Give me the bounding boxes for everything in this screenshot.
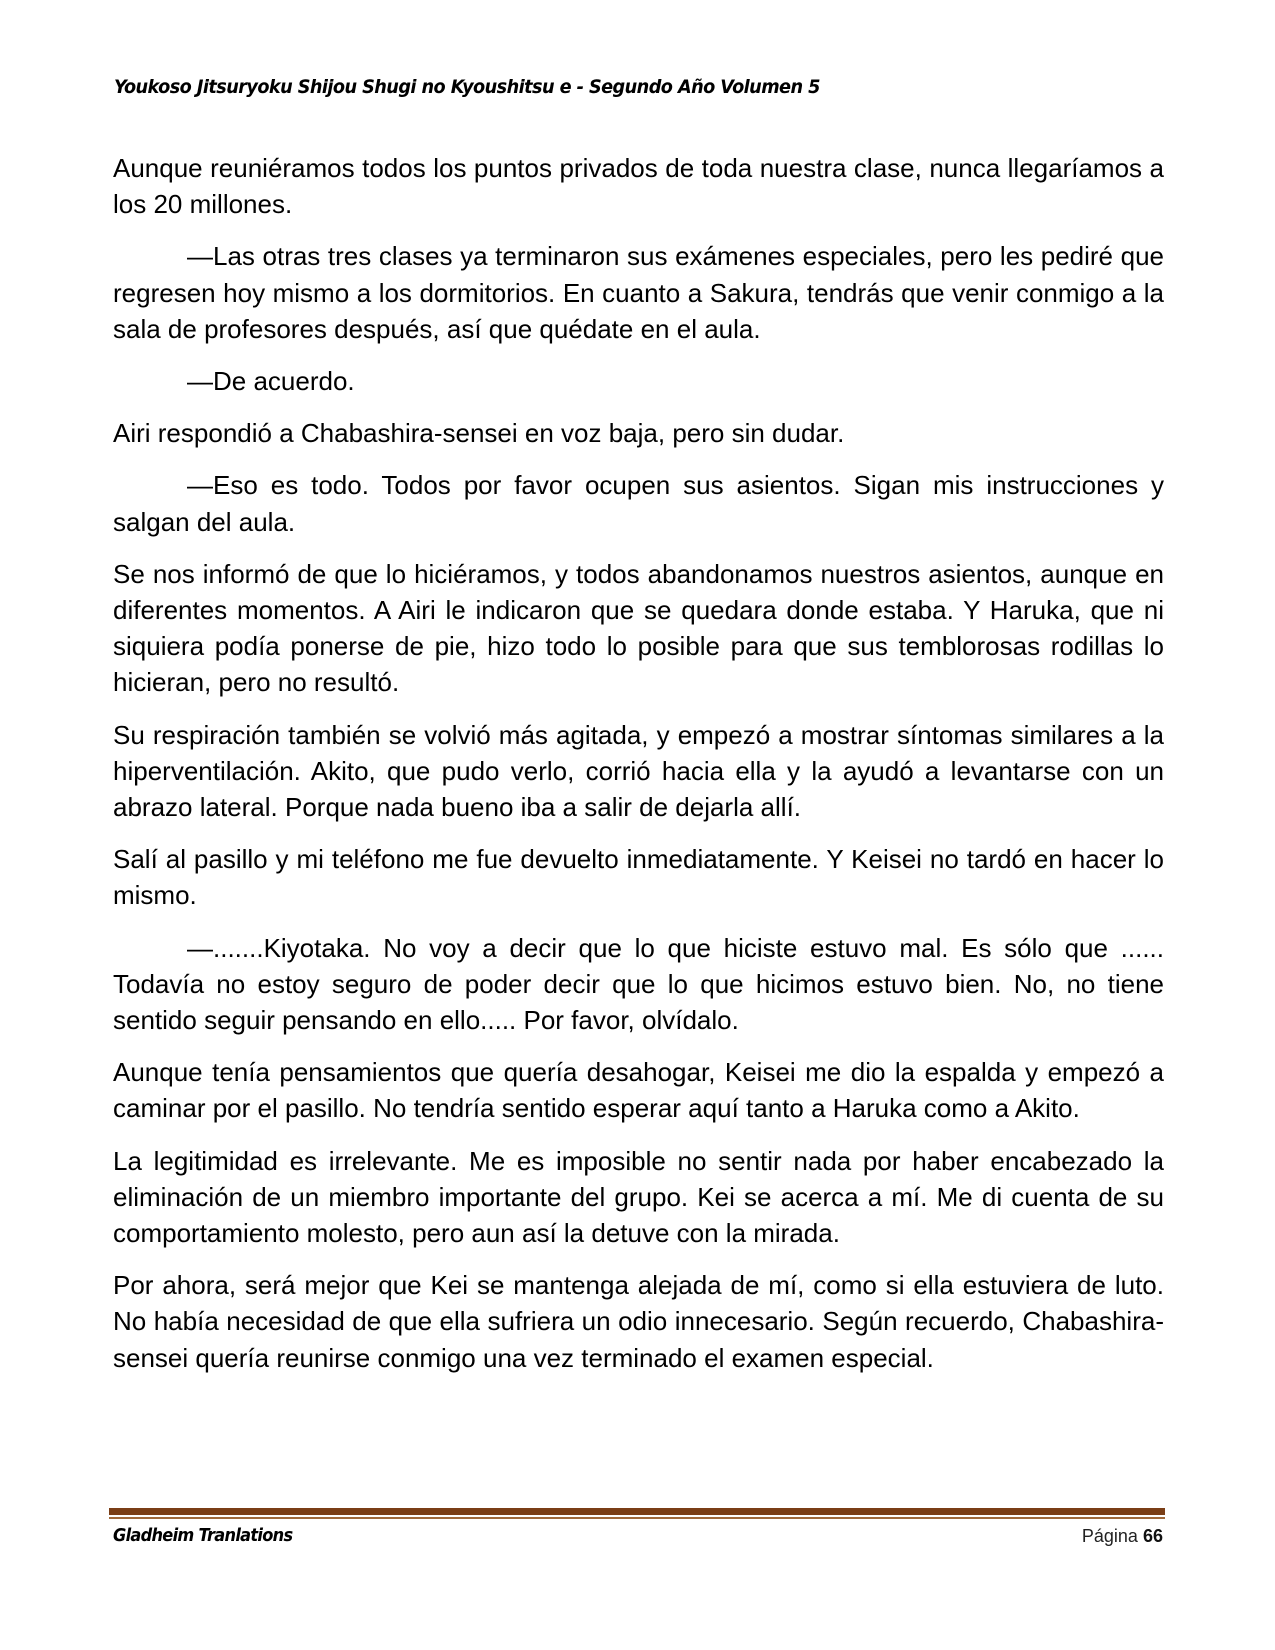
dialogue-paragraph: —.......Kiyotaka. No voy a decir que lo que hiciste estuvo mal. Es sólo que ...... Todavía no estoy seguro de poder decir que lo que hicimos estuvo bien. No, no tiene sentido seguir pensando en ello..... Por favor, olvídalo. <box>113 932 1164 1036</box>
dialogue-paragraph: —De acuerdo. <box>187 366 355 397</box>
paragraph: Por ahora, será mejor que Kei se mantenga alejada de mí, como si ella estuviera de luto. No había necesidad de que ella sufriera un odio innecesario. Según recuerdo, Chabashira-sensei quería reunirse conmigo una vez terminado el examen especial. <box>113 1270 1164 1373</box>
paragraph: Aunque tenía pensamientos que quería desahogar, Keisei me dio la espalda y empezó a caminar por el pasillo. No tendría sentido esperar aquí tanto a Haruka como a Akito. <box>113 1057 1164 1124</box>
paragraph: Airi respondió a Chabashira-sensei en voz baja, pero sin dudar. <box>113 418 845 449</box>
footer-rule-thick <box>109 1508 1165 1515</box>
dialogue-paragraph: —Las otras tres clases ya terminaron sus exámenes especiales, pero les pediré que regresen hoy mismo a los dormitorios. En cuanto a Sakura, tendrás que venir conmigo a la sala de profesores después, así que quédate en el aula. <box>113 241 1164 344</box>
paragraph: Se nos informó de que lo hiciéramos, y todos abandonamos nuestros asientos, aunque en diferentes momentos. A Airi le indicaron que se quedara donde estaba. Y Haruka, que ni siquiera podía ponerse de pie, hizo todo lo posible para que sus temblorosas rodillas lo hicieran, pero no resultó. <box>113 558 1164 698</box>
paragraph: Aunque reuniéramos todos los puntos privados de toda nuestra clase, nunca llegaríamos a los 20 millones. <box>113 153 1164 220</box>
footer-rule-thin <box>109 1517 1165 1519</box>
page-body <box>113 150 1164 1392</box>
dialogue-paragraph: —Eso es todo. Todos por favor ocupen sus asientos. Sigan mis instrucciones y salgan del aula. <box>113 470 1164 537</box>
page-label: Página <box>1081 1526 1138 1546</box>
page-number-label <box>1082 1524 1163 1548</box>
paragraph: Salí al pasillo y mi teléfono me fue devuelto inmediatamente. Y Keisei no tardó en hacer lo mismo. <box>113 844 1164 911</box>
footer-credit: Gladheim Tranlations <box>113 1525 293 1546</box>
running-header: Youkoso Jitsuryoku Shijou Shugi no Kyoushitsu e - Segundo Año Volumen 5 <box>114 76 820 98</box>
paragraph: Su respiración también se volvió más agitada, y empezó a mostrar síntomas similares a la hiperventilación. Akito, que pudo verlo, corrió hacia ella y la ayudó a levantarse con un abrazo lateral. Porque nada bueno iba a salir de dejarla allí. <box>113 719 1164 823</box>
paragraph: La legitimidad es irrelevante. Me es imposible no sentir nada por haber encabezado la eliminación de un miembro importante del grupo. Kei se acerca a mí. Me di cuenta de su comportamiento molesto, pero aun así la detuve con la mirada. <box>113 1145 1164 1249</box>
page-number: 66 <box>1142 1526 1163 1546</box>
